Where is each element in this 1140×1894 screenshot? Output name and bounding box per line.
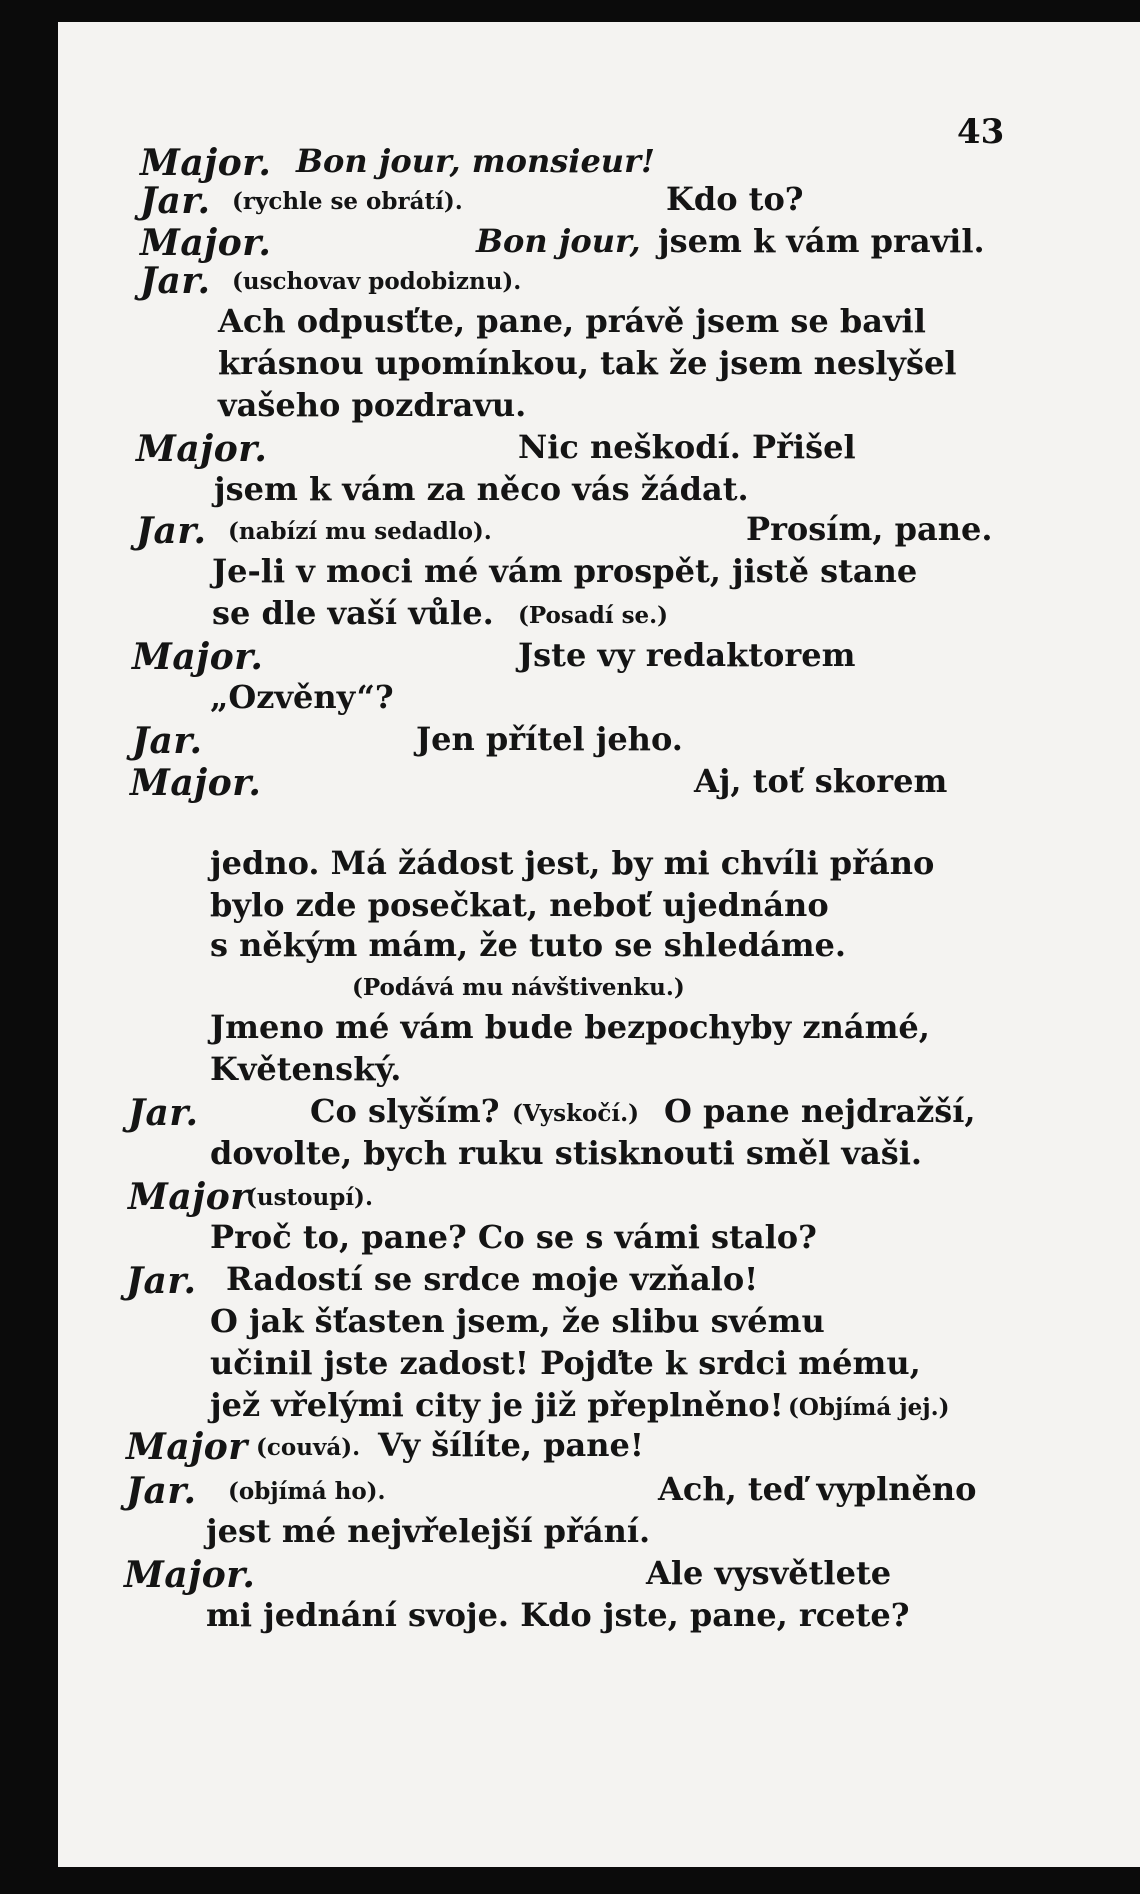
line-text: Ale vysvětlete	[646, 1554, 892, 1592]
dialogue-line	[0, 1596, 1140, 1642]
line-text: Je-li v moci mé vám prospět, jistě stane	[212, 552, 918, 590]
speaker-name: Major.	[130, 762, 262, 804]
dialogue-line	[0, 636, 1140, 682]
line-text: dovolte, bych ruku stisknouti směl vaši.	[210, 1134, 923, 1172]
dialogue-line	[0, 1008, 1140, 1054]
line-text: Radostí se srdce moje vzňalo!	[226, 1260, 759, 1298]
dialogue-line	[0, 1260, 1140, 1306]
line-text: jsem k vám pravil.	[658, 222, 985, 260]
line-text: O jak šťasten jsem, že slibu svému	[210, 1302, 825, 1340]
dialogue-line	[0, 180, 1140, 226]
speaker-name: Jar.	[126, 1470, 197, 1512]
dialogue-line	[0, 260, 1140, 306]
page-number: 43	[957, 112, 1005, 152]
line-text: učinil jste zadost! Pojďte k srdci mému,	[210, 1344, 921, 1382]
dialogue-line	[0, 1470, 1140, 1516]
dialogue-line	[0, 1302, 1140, 1348]
speaker-name: Jar.	[136, 510, 207, 552]
line-text: jest mé nejvřelejší přání.	[206, 1512, 651, 1550]
line-text: bylo zde posečkat, neboť ujednáno	[210, 886, 829, 924]
line-text: Jste vy redaktorem	[518, 636, 856, 674]
line-text: Ach, teď vyplněno	[658, 1470, 977, 1508]
stage-direction: (Vyskočí.)	[512, 1100, 640, 1127]
stage-direction: (couvá).	[256, 1434, 361, 1461]
dialogue-line	[0, 1554, 1140, 1600]
dialogue-line	[0, 594, 1140, 640]
line-text: jsem k vám za něco vás žádat.	[214, 470, 749, 508]
dialogue-line	[0, 1050, 1140, 1096]
stage-direction: (Posadí se.)	[518, 602, 669, 629]
line-text: O pane nejdražší,	[664, 1092, 976, 1130]
dialogue-line	[0, 1426, 1140, 1472]
stage-direction: (Objímá jej.)	[788, 1394, 950, 1421]
dialogue-line	[0, 1344, 1140, 1390]
dialogue-line	[0, 428, 1140, 474]
dialogue-line	[0, 1218, 1140, 1264]
speaker-name: Major.	[140, 222, 272, 264]
speaker-name: Jar.	[140, 260, 211, 302]
line-text: Prosím, pane.	[746, 510, 993, 548]
line-text: Kdo to?	[666, 180, 804, 218]
dialogue-line	[0, 1512, 1140, 1558]
dialogue-line	[0, 302, 1140, 348]
line-text: Proč to, pane? Co se s vámi stalo?	[210, 1218, 817, 1256]
dialogue-line	[0, 1134, 1140, 1180]
dialogue-line	[0, 678, 1140, 724]
stage-direction: (uschovav podobiznu).	[232, 268, 522, 295]
line-text: krásnou upomínkou, tak že jsem neslyšel	[218, 344, 957, 382]
stage-direction: (objímá ho).	[228, 1478, 386, 1505]
speaker-name: Jar.	[128, 1092, 199, 1134]
line-text-italic: Bon jour,	[476, 222, 641, 260]
speaker-name: Jar.	[132, 720, 203, 762]
line-text: jež vřelými city je již přeplněno!	[210, 1386, 784, 1424]
line-text: se dle vaší vůle.	[212, 594, 494, 632]
dialogue-line	[0, 844, 1140, 890]
line-text: Co slyším?	[310, 1092, 500, 1130]
line-text: Bon jour, monsieur!	[296, 142, 655, 180]
line-text: Jen přítel jeho.	[416, 720, 683, 758]
stage-direction: (ustoupí).	[246, 1184, 373, 1211]
line-text: Květenský.	[210, 1050, 402, 1088]
speaker-name: Major.	[136, 428, 268, 470]
line-text: Nic neškodí. Přišel	[518, 428, 856, 466]
dialogue-line	[0, 1092, 1140, 1138]
dialogue-line	[0, 552, 1140, 598]
dialogue-line	[0, 510, 1140, 556]
dialogue-line	[0, 720, 1140, 766]
dialogue-line	[0, 762, 1140, 808]
line-text: s někým mám, že tuto se shledáme.	[210, 926, 847, 964]
line-text: Aj, toť skorem	[694, 762, 948, 800]
speaker-name: Jar.	[140, 180, 211, 222]
stage-direction: (nabízí mu sedadlo).	[228, 518, 492, 545]
line-text: jedno. Má žádost jest, by mi chvíli přáno	[210, 844, 935, 882]
line-text: „Ozvěny“?	[210, 678, 394, 716]
dialogue-line	[0, 1176, 1140, 1222]
speaker-name: Major.	[140, 142, 272, 184]
stage-direction: (Podává mu návštivenku.)	[352, 974, 685, 1001]
speaker-name: Jar.	[126, 1260, 197, 1302]
line-text: vašeho pozdravu.	[218, 386, 527, 424]
speaker-name: Major.	[132, 636, 264, 678]
line-text: mi jednání svoje. Kdo jste, pane, rcete?	[206, 1596, 910, 1634]
speaker-name: Major	[126, 1426, 248, 1468]
speaker-name: Major.	[124, 1554, 256, 1596]
dialogue-line	[0, 966, 1140, 1012]
line-text: Jmeno mé vám bude bezpochyby známé,	[210, 1008, 930, 1046]
stage-direction: (rychle se obrátí).	[232, 188, 463, 215]
line-text: Vy šílíte, pane!	[378, 1426, 644, 1464]
speaker-name: Major	[128, 1176, 250, 1218]
dialogue-line	[0, 344, 1140, 390]
dialogue-line	[0, 386, 1140, 432]
line-text: Ach odpusťte, pane, právě jsem se bavil	[218, 302, 926, 340]
